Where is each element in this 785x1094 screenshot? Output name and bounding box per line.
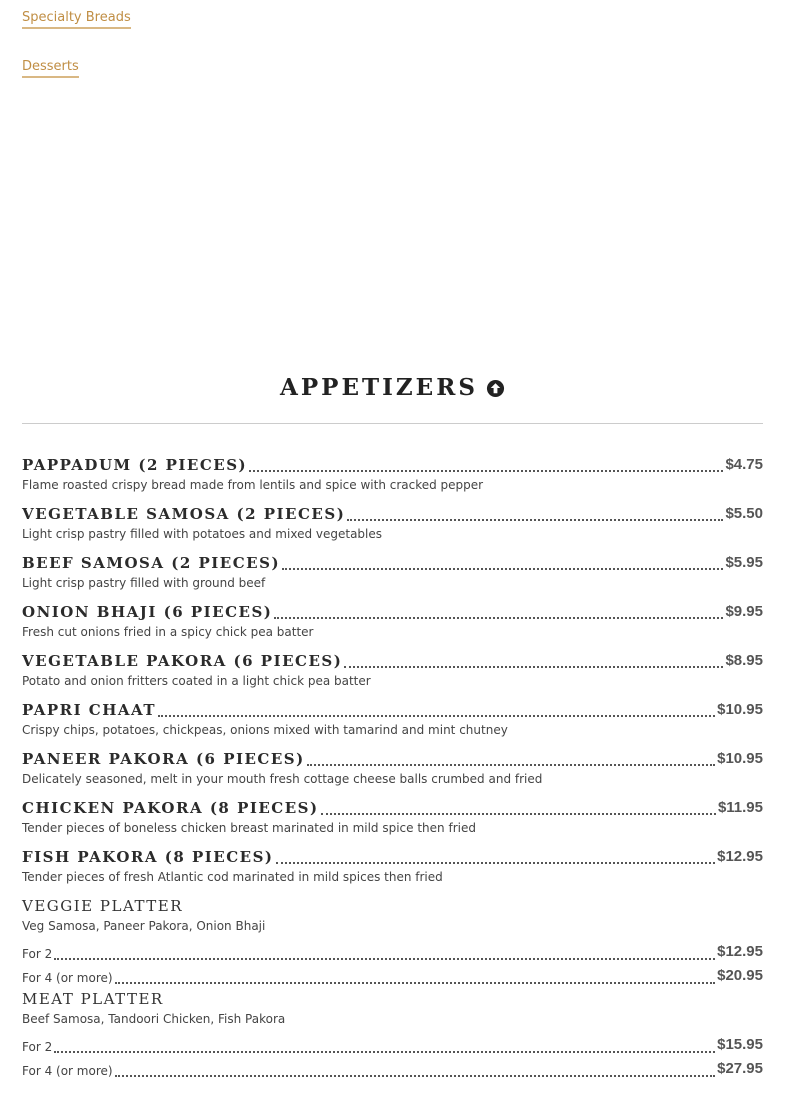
menu-item xyxy=(22,747,763,796)
menu-item xyxy=(22,502,763,551)
nav-link-specialty-breads[interactable]: Specialty Breads xyxy=(22,10,131,29)
platter-name: MEAT PLATTER xyxy=(22,990,164,1008)
section-title-text: APPETIZERS xyxy=(280,374,478,401)
item-price: $5.50 xyxy=(725,505,763,522)
item-name: VEGETABLE SAMOSA (2 PIECES) xyxy=(22,505,346,523)
item-name: PAPRI CHAAT xyxy=(22,701,157,719)
item-description: Delicately seasoned, melt in your mouth fresh cottage cheese balls crumbed and fried xyxy=(22,772,543,786)
menu-item xyxy=(22,698,763,747)
dot-leader xyxy=(282,568,723,570)
platter-option xyxy=(22,962,763,986)
dot-leader xyxy=(54,1051,715,1053)
item-price: $10.95 xyxy=(717,701,763,718)
menu-item xyxy=(22,845,763,894)
item-name: VEGETABLE PAKORA (6 PIECES) xyxy=(22,652,343,670)
platter-description: Veg Samosa, Paneer Pakora, Onion Bhaji xyxy=(22,919,266,933)
arrow-up-circle-icon[interactable] xyxy=(486,379,505,398)
option-price: $15.95 xyxy=(717,1036,763,1053)
item-price: $9.95 xyxy=(725,603,763,620)
section-title xyxy=(280,372,505,404)
item-name: ONION BHAJI (6 PIECES) xyxy=(22,603,273,621)
dot-leader xyxy=(321,813,716,815)
platter-name: VEGGIE PLATTER xyxy=(22,897,183,915)
item-description: Crispy chips, potatoes, chickpeas, onions mixed with tamarind and mint chutney xyxy=(22,723,508,737)
dot-leader xyxy=(344,666,723,668)
platter-option xyxy=(22,1031,763,1055)
option-label: For 4 (or more) xyxy=(22,971,113,985)
option-price: $12.95 xyxy=(717,943,763,960)
section-header xyxy=(22,372,763,404)
item-name: CHICKEN PAKORA (8 PIECES) xyxy=(22,799,319,817)
dot-leader xyxy=(158,715,715,717)
platter-veggie xyxy=(22,894,763,986)
item-description: Tender pieces of fresh Atlantic cod marinated in mild spices then fried xyxy=(22,870,443,884)
item-description: Tender pieces of boneless chicken breast marinated in mild spice then fried xyxy=(22,821,476,835)
item-name: PAPPADUM (2 PIECES) xyxy=(22,456,248,474)
dot-leader xyxy=(307,764,715,766)
dot-leader xyxy=(347,519,723,521)
item-description: Potato and onion fritters coated in a light chick pea batter xyxy=(22,674,371,688)
item-description: Light crisp pastry filled with ground beef xyxy=(22,576,266,590)
item-price: $12.95 xyxy=(717,848,763,865)
menu-item xyxy=(22,600,763,649)
dot-leader xyxy=(276,862,716,864)
dot-leader xyxy=(115,982,716,984)
platter-meat xyxy=(22,987,763,1079)
option-label: For 2 xyxy=(22,947,53,961)
platter-description: Beef Samosa, Tandoori Chicken, Fish Pakora xyxy=(22,1012,286,1026)
item-description: Light crisp pastry filled with potatoes and mixed vegetables xyxy=(22,527,383,541)
dot-leader xyxy=(54,958,715,960)
item-price: $4.75 xyxy=(725,456,763,473)
item-description: Fresh cut onions fried in a spicy chick pea batter xyxy=(22,625,314,639)
item-description: Flame roasted crispy bread made from lentils and spice with cracked pepper xyxy=(22,478,484,492)
dot-leader xyxy=(249,470,723,472)
menu-item xyxy=(22,453,763,502)
menu-list xyxy=(22,453,763,1079)
option-label: For 2 xyxy=(22,1040,53,1054)
menu-item xyxy=(22,649,763,698)
item-price: $5.95 xyxy=(725,554,763,571)
item-price: $8.95 xyxy=(725,652,763,669)
nav-link-desserts[interactable]: Desserts xyxy=(22,59,79,78)
item-name: PANEER PAKORA (6 PIECES) xyxy=(22,750,305,768)
menu-item xyxy=(22,551,763,600)
item-price: $10.95 xyxy=(717,750,763,767)
option-price: $20.95 xyxy=(717,967,763,984)
item-price: $11.95 xyxy=(717,799,763,816)
item-name: BEEF SAMOSA (2 PIECES) xyxy=(22,554,281,572)
platter-option xyxy=(22,938,763,962)
option-label: For 4 (or more) xyxy=(22,1064,113,1078)
menu-item xyxy=(22,796,763,845)
option-price: $27.95 xyxy=(717,1060,763,1077)
section-divider xyxy=(22,423,763,424)
platter-option xyxy=(22,1055,763,1079)
category-nav xyxy=(22,10,131,78)
item-name: FISH PAKORA (8 PIECES) xyxy=(22,848,274,866)
dot-leader xyxy=(274,617,723,619)
dot-leader xyxy=(115,1075,716,1077)
